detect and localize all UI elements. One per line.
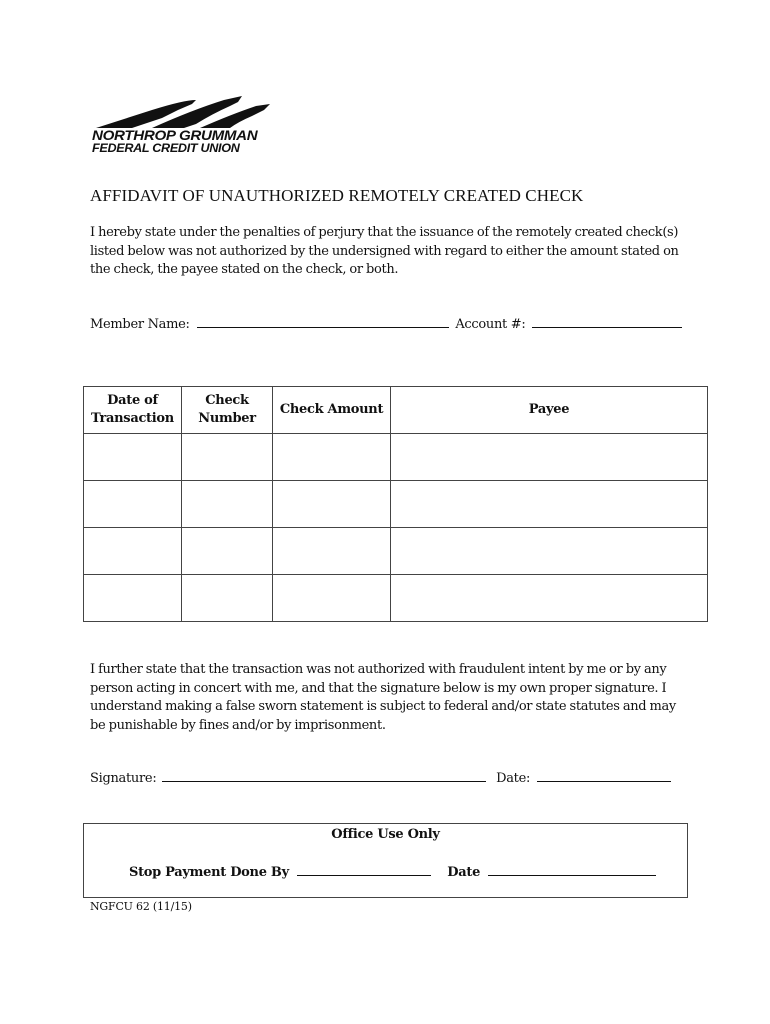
office-date-field[interactable]: [488, 863, 656, 876]
date-column-header: [84, 387, 182, 434]
fraud-statement: I further state that the transaction was not authorized with fraudulent intent by me or by any person acting in concert with me, and that the signature below is my own proper signature. I understand making a false sworn statement is subject to federal and/or state statutes and may be punishable by fines and/or by imprisonment.: [90, 662, 676, 733]
signature-row: [90, 769, 671, 786]
signature-date-label: Date:: [496, 771, 531, 786]
check-number-cell[interactable]: [182, 528, 273, 575]
logo-line-1: NORTHROP GRUMMAN: [92, 127, 258, 143]
payee-cell[interactable]: [391, 481, 708, 528]
date-header-line-1: Date of: [107, 393, 158, 408]
wings-logo-icon: [92, 94, 272, 130]
date-cell[interactable]: [84, 575, 182, 622]
office-use-box: [83, 823, 688, 898]
payee-cell[interactable]: [391, 575, 708, 622]
checks-table: [83, 386, 708, 622]
payee-cell[interactable]: [391, 434, 708, 481]
check-amount-cell[interactable]: [273, 575, 391, 622]
document-title: AFFIDAVIT OF UNAUTHORIZED REMOTELY CREATED CHECK: [90, 186, 584, 205]
stop-payment-field[interactable]: [297, 863, 431, 876]
office-date-label: Date: [447, 865, 481, 880]
logo-line-2: FEDERAL CREDIT UNION: [92, 141, 240, 155]
table-header-row: [84, 387, 708, 434]
date-cell[interactable]: [84, 434, 182, 481]
table-row: [84, 575, 708, 622]
check-amount-cell[interactable]: [273, 434, 391, 481]
payee-cell[interactable]: [391, 528, 708, 575]
check-amount-cell[interactable]: [273, 481, 391, 528]
date-cell[interactable]: [84, 481, 182, 528]
table-row: [84, 481, 708, 528]
signature-label: Signature:: [90, 771, 157, 786]
account-label: Account #:: [455, 317, 526, 332]
date-header-line-2: Transaction: [91, 411, 174, 426]
check-header-line-2: Number: [198, 411, 256, 426]
check-number-cell[interactable]: [182, 575, 273, 622]
check-number-cell[interactable]: [182, 434, 273, 481]
table-row: [84, 528, 708, 575]
member-name-label: Member Name:: [90, 317, 190, 332]
check-amount-column-header: Check Amount: [273, 387, 391, 434]
check-header-line-1: Check: [205, 393, 249, 408]
date-cell[interactable]: [84, 528, 182, 575]
signature-field[interactable]: [162, 769, 486, 782]
ngfcu-logo: [92, 94, 272, 156]
member-info-row: [90, 315, 682, 332]
signature-date-field[interactable]: [537, 769, 671, 782]
payee-column-header: Payee: [391, 387, 708, 434]
check-number-cell[interactable]: [182, 481, 273, 528]
account-number-field[interactable]: [532, 315, 682, 328]
stop-payment-label: Stop Payment Done By: [129, 865, 289, 880]
stop-payment-row: [129, 863, 656, 880]
form-code: NGFCU 62 (11/15): [90, 900, 192, 913]
office-use-title: Office Use Only: [331, 827, 440, 842]
perjury-statement: I hereby state under the penalties of perjury that the issuance of the remotely created check(s) listed below was not authorized by the undersigned with regard to either the amount stated on the check, the payee stated on the check, or both.: [90, 225, 679, 277]
check-number-column-header: [182, 387, 273, 434]
table-row: [84, 434, 708, 481]
member-name-field[interactable]: [197, 315, 449, 328]
check-amount-cell[interactable]: [273, 528, 391, 575]
